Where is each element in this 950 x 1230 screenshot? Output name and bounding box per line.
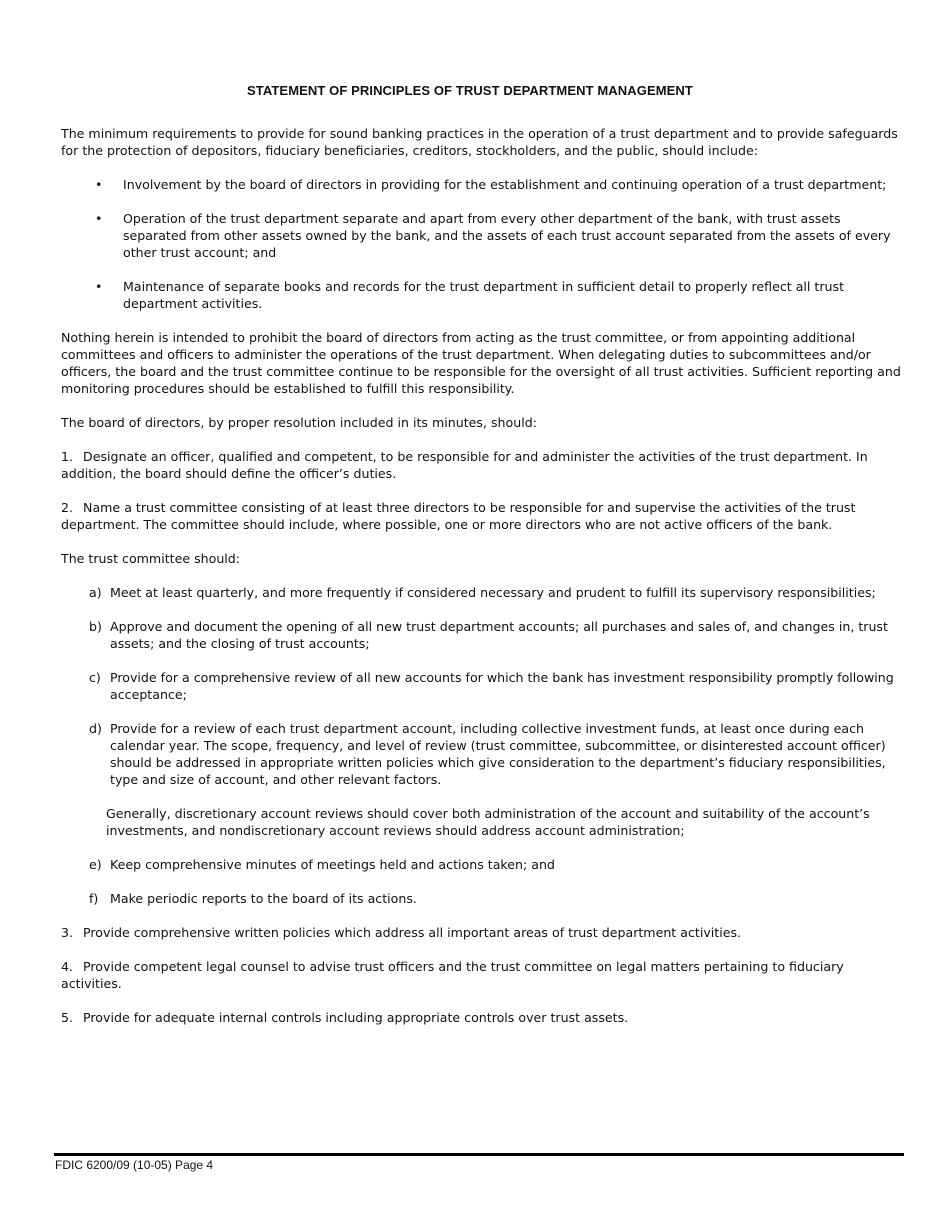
item-text: Designate an officer, qualified and competent, to be responsible for and administer the activities of the trust department. In addition, the board should define the officer’s duties. <box>61 449 868 481</box>
committee-intro: The trust committee should: <box>61 551 241 566</box>
review-note: Generally, discretionary account reviews should cover both administration of the account and suitability of the account’s investments, and nondiscretionary account reviews should address account administration; <box>106 806 870 838</box>
item-text: Provide competent legal counsel to advise trust officers and the trust committee on legal matters pertaining to fiduciary activities. <box>61 959 844 991</box>
list-item-text: Provide for a review of each trust department account, including collective investment funds, at least once during each calendar year. The scope, frequency, and level of review (trust committee, subcommittee, or disinterested account officer) should be addressed in appropriate written policies which give consideration to the department’s fiduciary responsibilities, type and size of account, and other relevant factors. <box>110 721 886 787</box>
item-letter: f) <box>89 891 99 906</box>
item-number: 1. <box>61 449 74 464</box>
item-text: Provide for adequate internal controls including appropriate controls over trust assets. <box>83 1010 629 1025</box>
numbered-item <box>61 448 901 482</box>
list-item-text: Approve and document the opening of all new trust department accounts; all purchases and sales of, and changes in, trust assets; and the closing of trust accounts; <box>110 619 888 651</box>
committee-paragraph: Nothing herein is intended to prohibit the board of directors from acting as the trust committee, or from appointing additional committees and officers to administer the operations of the trust department. When delegating duties to subcommittees and/or officers, the board and the trust committee continue to be responsible for the oversight of all trust activities. Sufficient reporting and monitoring procedures should be established to fulfill this responsibility. <box>61 330 901 396</box>
numbered-item <box>61 924 901 941</box>
numbered-item <box>61 1009 901 1026</box>
requirements-list <box>61 176 901 312</box>
list-item <box>61 720 901 788</box>
item-text: Name a trust committee consisting of at least three directors to be responsible for and supervise the activities of the trust department. The committee should include, where possible, one or more directors who are not active officers of the bank. <box>61 500 856 532</box>
item-number: 5. <box>61 1010 74 1025</box>
numbered-item <box>61 499 901 533</box>
numbered-item <box>61 958 901 992</box>
document-body <box>61 125 901 1043</box>
committee-duties-list-continued <box>61 856 901 907</box>
item-letter: c) <box>89 670 101 685</box>
bullet-icon: • <box>95 177 103 192</box>
bullet-icon: • <box>95 279 103 294</box>
item-number: 3. <box>61 925 74 940</box>
list-item-text: Keep comprehensive minutes of meetings held and actions taken; and <box>110 857 555 872</box>
list-item-text: Meet at least quarterly, and more frequently if considered necessary and prudent to fulfill its supervisory responsibilities; <box>110 585 876 600</box>
list-item-text: Make periodic reports to the board of its actions. <box>110 891 417 906</box>
page-title: STATEMENT OF PRINCIPLES OF TRUST DEPARTMENT MANAGEMENT <box>247 83 693 98</box>
item-number: 2. <box>61 500 74 515</box>
list-item <box>61 176 901 193</box>
footer-divider <box>54 1153 904 1156</box>
committee-duties-list <box>61 584 901 788</box>
board-intro: The board of directors, by proper resolution included in its minutes, should: <box>61 415 537 430</box>
bullet-icon: • <box>95 211 103 226</box>
list-item <box>61 278 901 312</box>
intro-paragraph: The minimum requirements to provide for sound banking practices in the operation of a trust department and to provide safeguards for the protection of depositors, fiduciary beneficiaries, creditors, stockholders, and the public, should include: <box>61 126 898 158</box>
list-item <box>61 669 901 703</box>
list-item-text: Operation of the trust department separate and apart from every other department of the bank, with trust assets separated from other assets owned by the bank, and the assets of each trust account separated from the assets of every other trust account; and <box>123 211 891 260</box>
item-letter: a) <box>89 585 102 600</box>
list-item <box>61 584 901 601</box>
item-number: 4. <box>61 959 74 974</box>
list-item-text: Maintenance of separate books and records for the trust department in sufficient detail to properly reflect all trust department activities. <box>123 279 845 311</box>
list-item <box>61 890 901 907</box>
list-item-text: Involvement by the board of directors in providing for the establishment and continuing operation of a trust department; <box>123 177 887 192</box>
form-identifier: FDIC 6200/09 (10-05) Page 4 <box>55 1158 214 1172</box>
list-item-text: Provide for a comprehensive review of all new accounts for which the bank has investment responsibility promptly following acceptance; <box>110 670 894 702</box>
list-item <box>61 210 901 261</box>
item-letter: e) <box>89 857 102 872</box>
item-letter: b) <box>89 619 102 634</box>
item-letter: d) <box>89 721 102 736</box>
item-text: Provide comprehensive written policies which address all important areas of trust department activities. <box>83 925 742 940</box>
list-item <box>61 618 901 652</box>
list-item <box>61 856 901 873</box>
